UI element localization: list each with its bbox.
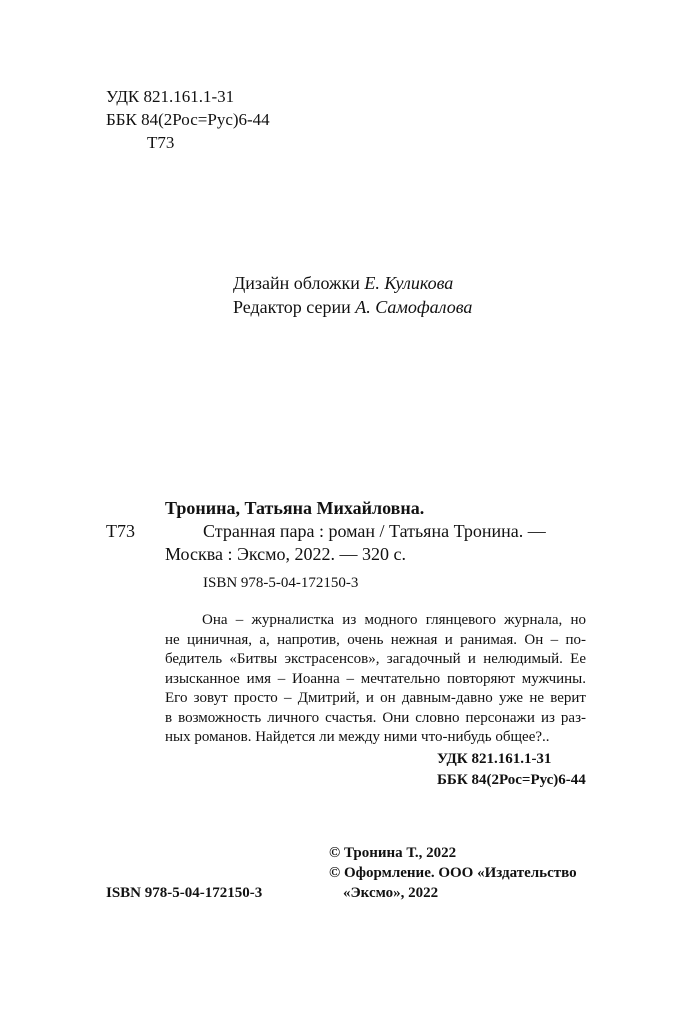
annotation-line: бедитель «Битвы экстрасенсов», загадочный и нелюдимый. Ее <box>165 651 586 667</box>
annotation-line: в возможность личного счастья. Они словно персонажи из раз- <box>165 709 586 726</box>
cover-design-label: Дизайн обложки <box>233 273 360 293</box>
bbk-code-bold: ББК 84(2Рос=Рус)6-44 <box>437 772 586 788</box>
cover-design-name: Е. Куликова <box>364 273 454 293</box>
cover-design-credit <box>233 271 453 295</box>
series-editor-label: Редактор серии <box>233 297 351 317</box>
annotation-line: ных романов. Найдется ли между ними что-нибудь общее?.. <box>165 729 550 745</box>
annotation-paragraph <box>165 611 586 748</box>
bbk-code: ББК 84(2Рос=Рус)6-44 <box>106 110 270 129</box>
udk-code-bold: УДК 821.161.1-31 <box>437 751 552 767</box>
author-mark: Т73 <box>147 133 175 152</box>
imprint-line: Москва : Эксмо, 2022. — 320 с. <box>165 544 407 564</box>
udk-code: УДК 821.161.1-31 <box>106 87 235 106</box>
copyright-design-line2: «Эксмо», 2022 <box>343 885 439 901</box>
annotation-line: Его зовут просто – Дмитрий, и он давным-давно уже не верит <box>165 690 586 706</box>
copyright-isbn: ISBN 978-5-04-172150-3 <box>106 885 263 901</box>
series-editor-name: А. Самофалова <box>355 297 473 317</box>
title-line: Странная пара : роман / Татьяна Тронина. — <box>203 521 546 541</box>
copyright-author: © Тронина Т., 2022 <box>329 845 457 861</box>
annotation-line: изысканное имя – Иоанна – мечтательно повторяют мужчины. <box>165 670 586 687</box>
annotation-line: не циничная, а, напротив, очень нежная и ранимая. Он – по- <box>165 631 586 648</box>
series-editor-credit <box>233 295 472 319</box>
author-heading: Тронина, Татьяна Михайловна. <box>165 498 425 518</box>
copyright-design-line1: © Оформление. ООО «Издательство <box>329 865 577 881</box>
record-isbn: ISBN 978-5-04-172150-3 <box>203 575 359 591</box>
record-author-mark: Т73 <box>106 521 135 541</box>
annotation-line: Она – журналистка из модного глянцевого журнала, но <box>202 612 586 628</box>
